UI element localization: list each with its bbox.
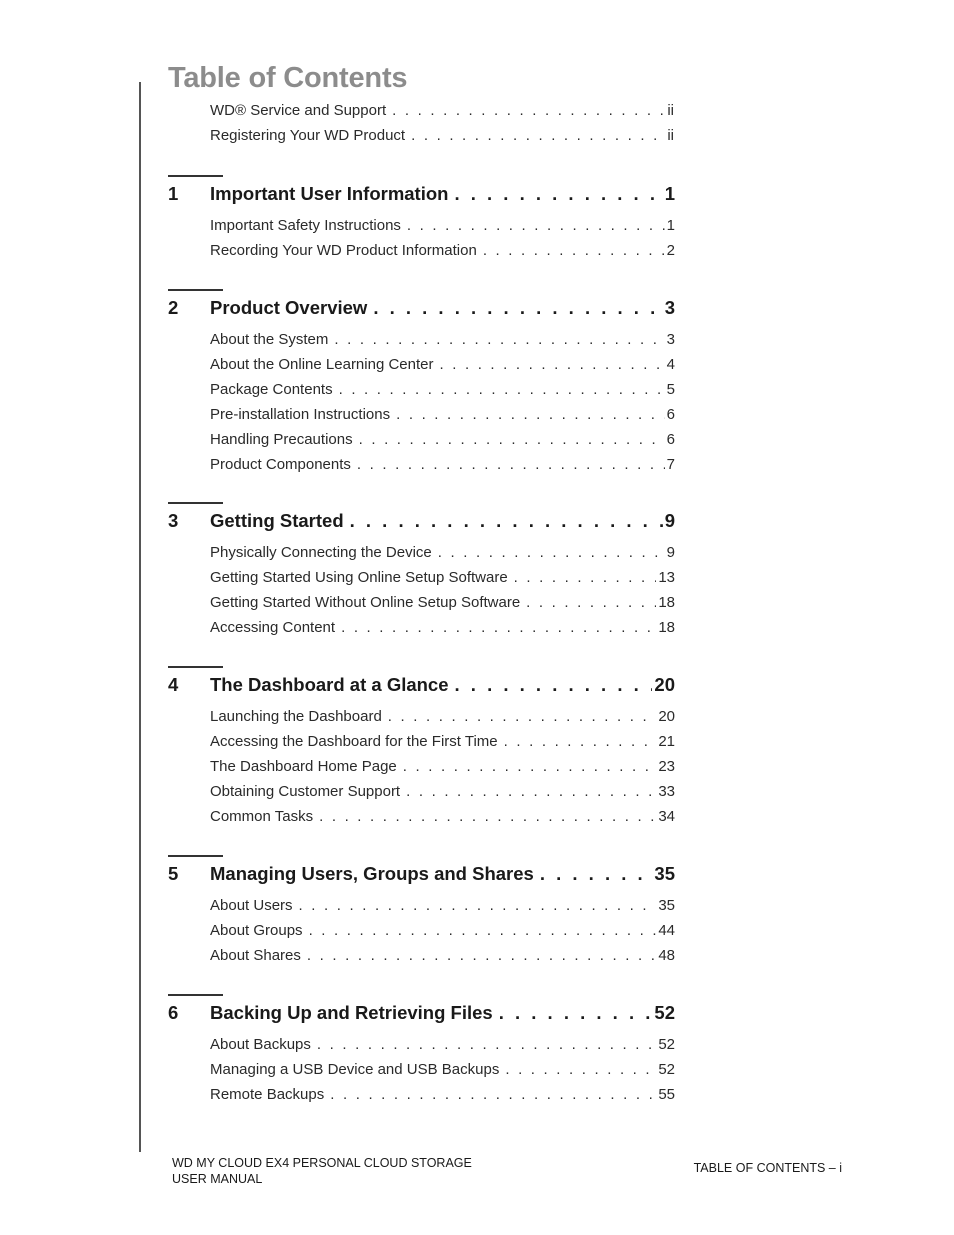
toc-entry-title: Accessing the Dashboard for the First Time [210, 733, 498, 750]
toc-entry-title: Recording Your WD Product Information [210, 242, 477, 259]
chapter-4 [168, 666, 675, 833]
chapter-heading[interactable] [168, 297, 675, 327]
toc-entry-page: 1 [666, 217, 675, 234]
toc-entry[interactable] [210, 406, 675, 431]
toc-entry-title: Handling Precautions [210, 431, 353, 448]
toc-entry[interactable] [210, 356, 675, 381]
toc-entry[interactable] [210, 783, 675, 808]
chapter-heading[interactable] [168, 1002, 675, 1032]
dot-leader [313, 808, 656, 825]
chapter-page: 3 [664, 297, 675, 318]
dot-leader [293, 897, 657, 914]
toc-entry-title: WD® Service and Support [210, 102, 387, 119]
toc-entry-title: About Shares [210, 947, 301, 964]
dot-leader [400, 783, 656, 800]
toc-entry-page: 18 [658, 619, 675, 636]
toc-entry-title: Obtaining Customer Support [210, 783, 401, 800]
dot-leader [477, 242, 665, 259]
toc-entry[interactable] [210, 1086, 675, 1111]
chapter-page: 9 [664, 510, 675, 531]
toc-entry-page: 20 [658, 708, 675, 725]
dot-leader [432, 544, 665, 561]
dot-leader [353, 431, 665, 448]
chapter-page: 52 [654, 1002, 675, 1023]
page-title: Table of Contents [168, 62, 408, 94]
dot-leader [448, 183, 662, 205]
toc-entry-title: About Backups [210, 1036, 311, 1053]
chapter-2 [168, 289, 675, 481]
dot-leader [520, 594, 656, 611]
section-list [210, 897, 675, 972]
toc-entry-page: 55 [658, 1086, 675, 1103]
toc-entry-page: 5 [666, 381, 675, 398]
dot-leader [328, 331, 664, 348]
chapter-heading[interactable] [168, 863, 675, 893]
toc-entry-title: About the System [210, 331, 329, 348]
chapter-heading[interactable] [168, 674, 675, 704]
toc-entry-page: 52 [658, 1036, 675, 1053]
toc-entry-title: Product Components [210, 456, 351, 473]
dot-leader [386, 102, 665, 119]
dot-leader [405, 127, 665, 144]
chapter-page: 20 [654, 674, 675, 695]
toc-entry[interactable] [210, 127, 674, 152]
chapter-rule [168, 502, 223, 504]
chapter-title: Managing Users, Groups and Shares [210, 863, 534, 884]
toc-entry-title: Common Tasks [210, 808, 314, 825]
toc-entry-title: About Users [210, 897, 293, 914]
chapter-number: 1 [168, 183, 179, 204]
chapter-heading[interactable] [168, 183, 675, 213]
dot-leader [335, 619, 656, 636]
chapter-1 [168, 175, 675, 267]
toc-entry-page: 21 [658, 733, 675, 750]
toc-entry-page: 3 [666, 331, 675, 348]
chapter-number: 6 [168, 1002, 179, 1023]
dot-leader [311, 1036, 656, 1053]
toc-entry-page: 6 [666, 431, 675, 448]
toc-entry[interactable] [210, 897, 675, 922]
toc-entry[interactable] [210, 544, 675, 569]
toc-entry[interactable] [210, 758, 675, 783]
toc-entry-title: Registering Your WD Product [210, 127, 406, 144]
toc-entry[interactable] [210, 922, 675, 947]
footer-page-label: TABLE OF CONTENTS – i [693, 1161, 842, 1175]
toc-entry[interactable] [210, 217, 675, 242]
toc-entry-page: 13 [658, 569, 675, 586]
toc-entry[interactable] [210, 431, 675, 456]
dot-leader [367, 297, 662, 319]
section-list [210, 544, 675, 644]
toc-entry[interactable] [210, 947, 675, 972]
section-list [210, 1036, 675, 1111]
footer-line-1: WD MY CLOUD EX4 PERSONAL CLOUD STORAGE [172, 1156, 472, 1170]
chapter-number: 3 [168, 510, 179, 531]
dot-leader [382, 708, 657, 725]
toc-entry-title: Launching the Dashboard [210, 708, 382, 725]
chapter-heading[interactable] [168, 510, 675, 540]
chapter-rule [168, 666, 223, 668]
toc-entry-title: About Groups [210, 922, 303, 939]
section-list [210, 331, 675, 481]
toc-entry-title: Remote Backups [210, 1086, 325, 1103]
margin-rule [139, 82, 141, 1152]
dot-leader [303, 922, 657, 939]
toc-entry-page: 33 [658, 783, 675, 800]
toc-entry-title: Pre-installation Instructions [210, 406, 391, 423]
toc-entry-title: About the Online Learning Center [210, 356, 434, 373]
chapter-6 [168, 994, 675, 1111]
toc-entry-page: 48 [658, 947, 675, 964]
dot-leader [351, 456, 665, 473]
section-list [210, 217, 675, 267]
chapter-title: Product Overview [210, 297, 368, 318]
toc-entry-page: 23 [658, 758, 675, 775]
toc-entry-page: 2 [666, 242, 675, 259]
dot-leader [449, 674, 653, 696]
toc-entry-page: 6 [666, 406, 675, 423]
toc-entry[interactable] [210, 1036, 675, 1061]
chapter-page: 35 [654, 863, 675, 884]
dot-leader [401, 217, 665, 234]
toc-entry-page: 7 [666, 456, 675, 473]
toc-entry[interactable] [210, 733, 675, 758]
front-matter-list [210, 102, 674, 152]
toc-entry[interactable] [210, 594, 675, 619]
chapter-rule [168, 175, 223, 177]
chapter-3 [168, 502, 675, 644]
dot-leader [499, 1061, 656, 1078]
chapter-rule [168, 855, 223, 857]
chapter-title: Getting Started [210, 510, 344, 531]
section-list [210, 708, 675, 833]
toc-entry-page: ii [667, 102, 674, 119]
toc-entry-page: ii [667, 127, 674, 144]
chapter-rule [168, 994, 223, 996]
chapter-number: 4 [168, 674, 179, 695]
dot-leader [433, 356, 664, 373]
chapter-number: 5 [168, 863, 179, 884]
toc-entry-title: Getting Started Without Online Setup Software [210, 594, 521, 611]
toc-entry-page: 4 [666, 356, 675, 373]
toc-entry-title: Physically Connecting the Device [210, 544, 432, 561]
toc-entry-title: Managing a USB Device and USB Backups [210, 1061, 500, 1078]
toc-entry-page: 44 [658, 922, 675, 939]
dot-leader [508, 569, 657, 586]
chapter-rule [168, 289, 223, 291]
chapter-page: 1 [664, 183, 675, 204]
chapter-title: The Dashboard at a Glance [210, 674, 449, 695]
toc-entry-page: 18 [658, 594, 675, 611]
dot-leader [324, 1086, 656, 1103]
footer-line-2: USER MANUAL [172, 1172, 263, 1186]
toc-entry[interactable] [210, 619, 675, 644]
toc-entry[interactable] [210, 381, 675, 406]
toc-entry[interactable] [210, 708, 675, 733]
chapter-5 [168, 855, 675, 972]
chapter-title: Important User Information [210, 183, 449, 204]
chapter-title: Backing Up and Retrieving Files [210, 1002, 493, 1023]
toc-entry[interactable] [210, 242, 675, 267]
toc-entry-title: The Dashboard Home Page [210, 758, 397, 775]
toc-entry[interactable] [210, 569, 675, 594]
dot-leader [397, 758, 657, 775]
toc-entry-title: Important Safety Instructions [210, 217, 401, 234]
toc-entry-title: Getting Started Using Online Setup Software [210, 569, 508, 586]
toc-entry[interactable] [210, 1061, 675, 1086]
toc-entry[interactable] [210, 102, 674, 127]
toc-entry-title: Package Contents [210, 381, 333, 398]
toc-entry-page: 52 [658, 1061, 675, 1078]
toc-entry[interactable] [210, 331, 675, 356]
dot-leader [498, 733, 657, 750]
toc-entry-title: Accessing Content [210, 619, 336, 636]
toc-entry-page: 35 [658, 897, 675, 914]
toc-entry-page: 9 [666, 544, 675, 561]
toc-entry[interactable] [210, 808, 675, 833]
toc-entry-page: 34 [658, 808, 675, 825]
toc-entry[interactable] [210, 456, 675, 481]
dot-leader [301, 947, 656, 964]
dot-leader [493, 1002, 653, 1024]
dot-leader [333, 381, 665, 398]
footer-product-name [172, 1155, 472, 1187]
dot-leader [344, 510, 663, 532]
dot-leader [534, 863, 653, 885]
chapter-number: 2 [168, 297, 179, 318]
dot-leader [390, 406, 665, 423]
